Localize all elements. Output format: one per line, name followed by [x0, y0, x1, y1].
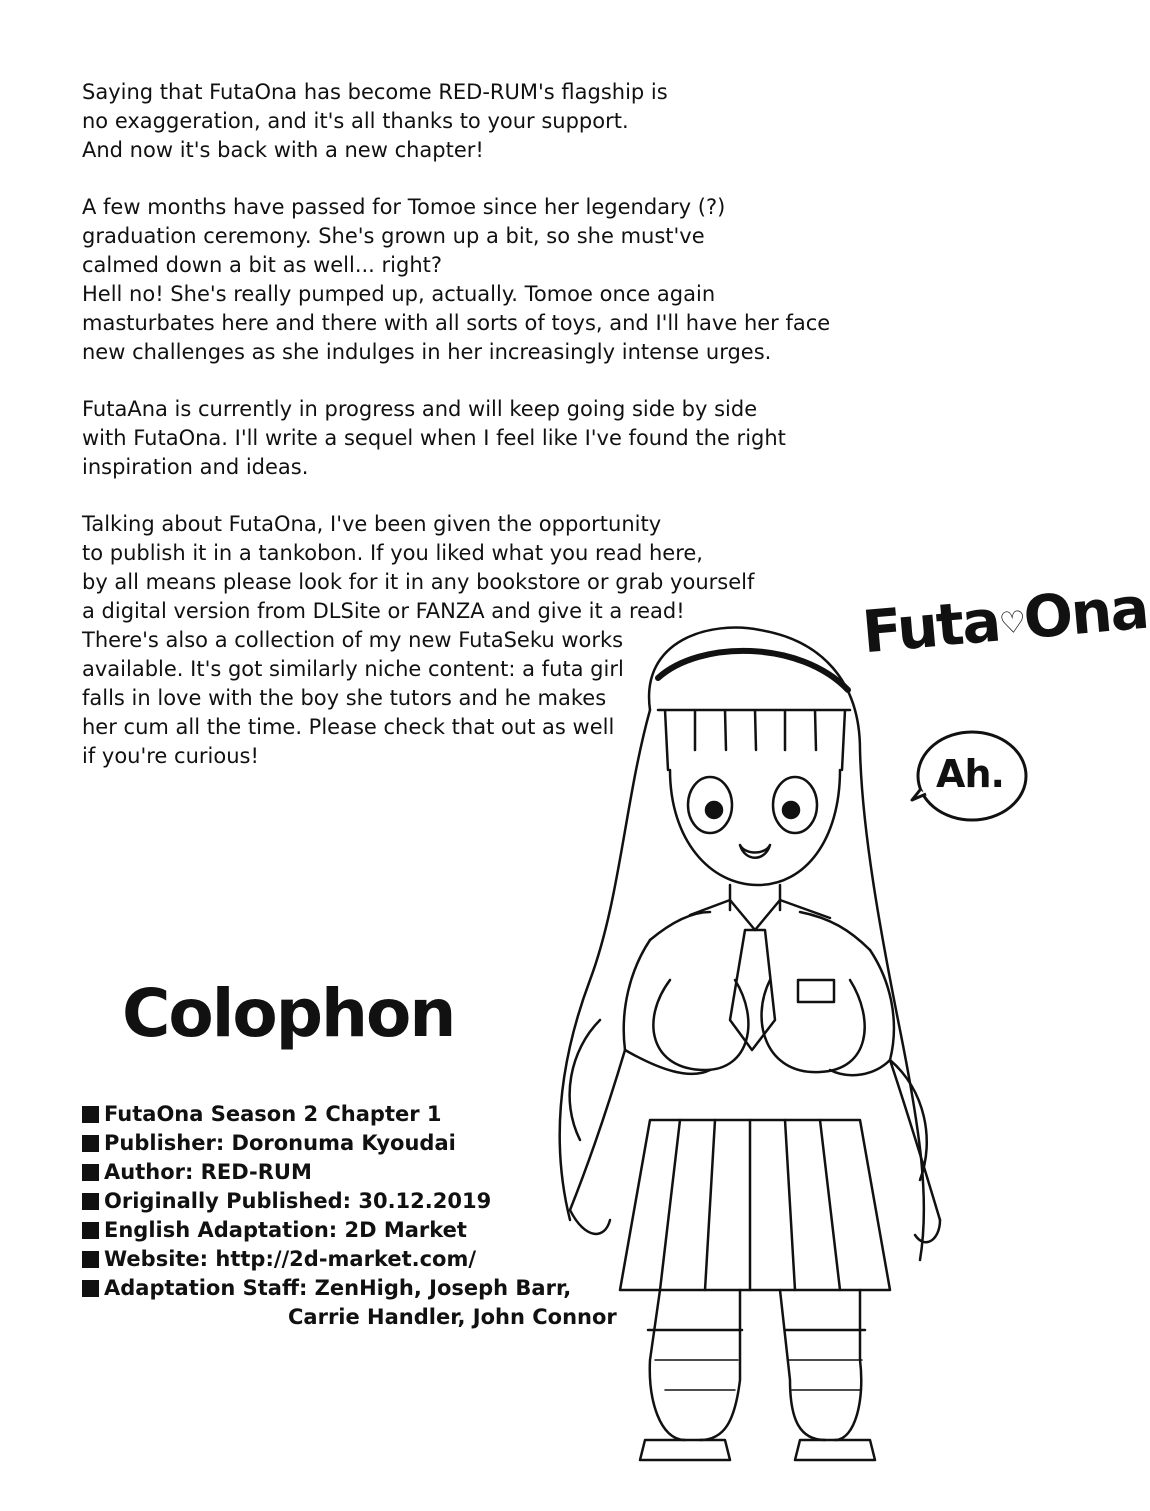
logo-text-right: Ona — [1020, 573, 1150, 653]
colophon-item-staff-continued: Carrie Handler, John Connor — [288, 1305, 617, 1329]
colophon-list — [82, 1100, 642, 1332]
colophon-item-adaptation: English Adaptation: 2D Market — [104, 1218, 467, 1242]
list-item — [82, 1245, 642, 1274]
square-bullet-icon — [82, 1135, 99, 1152]
list-item — [82, 1158, 642, 1187]
afterword-paragraph-2: A few months have passed for Tomoe since her legendary (?) graduation ceremony. She's grown up a bit, so she must've calmed down a bit as well... right? Hell no! She's really pumped up, actually. Tomoe once again masturbates here and there with all sorts of toys, and I'll have her face new challenges as she indulges in her increasingly intense urges. — [82, 195, 831, 364]
colophon-item-published: Originally Published: 30.12.2019 — [104, 1189, 492, 1213]
square-bullet-icon — [82, 1193, 99, 1210]
colophon-item-staff: Adaptation Staff: ZenHigh, Joseph Barr, — [104, 1276, 572, 1300]
square-bullet-icon — [82, 1280, 99, 1297]
colophon-item-title: FutaOna Season 2 Chapter 1 — [104, 1102, 442, 1126]
speech-bubble-text: Ah. — [936, 752, 1004, 796]
afterword-paragraph-1: Saying that FutaOna has become RED-RUM's flagship is no exaggeration, and it's all thanks to your support. And now it's back with a new chapter! — [82, 80, 668, 162]
colophon-item-publisher: Publisher: Doronuma Kyoudai — [104, 1131, 456, 1155]
list-item — [82, 1100, 642, 1129]
list-item — [82, 1187, 642, 1216]
square-bullet-icon — [82, 1251, 99, 1268]
list-item — [82, 1216, 642, 1245]
colophon-item-website: Website: http://2d-market.com/ — [104, 1247, 477, 1271]
heart-icon: ♡ — [997, 604, 1026, 642]
logo-text-left: Futa — [859, 586, 1002, 667]
square-bullet-icon — [82, 1222, 99, 1239]
colophon-title: Colophon — [122, 975, 455, 1052]
square-bullet-icon — [82, 1106, 99, 1123]
list-item — [82, 1274, 642, 1332]
afterword-paragraph-3: FutaAna is currently in progress and will keep going side by side with FutaOna. I'll write a sequel when I feel like I've found the right inspiration and ideas. — [82, 397, 786, 479]
list-item — [82, 1129, 642, 1158]
square-bullet-icon — [82, 1164, 99, 1181]
colophon-item-author: Author: RED-RUM — [104, 1160, 312, 1184]
afterword-paragraph-4: Talking about FutaOna, I've been given the opportunity to publish it in a tankobon. If you liked what you read here, by all means please look for it in any bookstore or grab yourself a digital version from DLSite or FANZA and give it a read! There's also a collection of my new FutaSeku works available. It's got similarly niche content: a futa girl falls in love with the boy she tutors and he makes her cum all the time. Please check that out as well if you're curious! — [82, 512, 755, 768]
